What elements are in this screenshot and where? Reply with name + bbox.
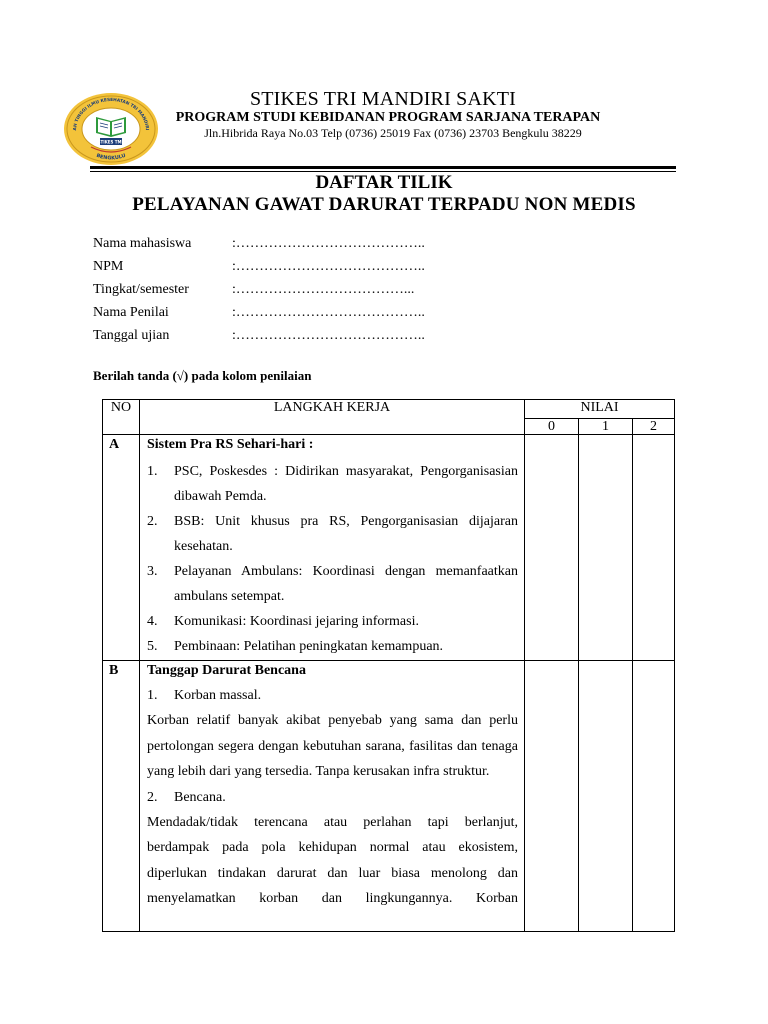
step-text: Korban massal.: [174, 688, 262, 703]
header-divider-thick: [90, 166, 676, 169]
step-number: 1.: [147, 688, 158, 703]
step-text: Pembinaan: Pelatihan peningkatan kemampuan.: [174, 639, 444, 654]
field-value: :…………………………………..: [232, 259, 425, 274]
section-content: [140, 661, 525, 932]
list-item: [147, 785, 518, 810]
program-name: PROGRAM STUDI KEBIDANAN PROGRAM SARJANA TERAPAN: [175, 110, 601, 125]
checklist-table: [102, 399, 675, 932]
list-item: [147, 559, 518, 609]
section-content: [140, 435, 525, 661]
field-label: Nama Penilai: [93, 305, 169, 320]
col-header-nilai: NILAI: [525, 400, 675, 419]
section-letter: B: [103, 661, 140, 932]
score-cell-0[interactable]: [525, 435, 579, 661]
instruction-text: Berilah tanda (√) pada kolom penilaian: [93, 368, 312, 383]
field-value: :…………………………………..: [232, 328, 425, 343]
step-text: PSC, Poskesdes : Didirikan masyarakat, Pengorganisasian dibawah Pemda.: [174, 464, 518, 504]
paragraph-korban-massal: Korban relatif banyak akibat penyebab yang sama dan perlu pertolongan segera dengan kebutuhan sarana, fasilitas dan tenaga yang lebih dari yang tersedia. Tanpa kerusakan infra struktur.: [147, 713, 518, 779]
score-cell-1[interactable]: [579, 661, 633, 932]
field-value: :………………………………...: [232, 282, 415, 297]
step-text: Pelayanan Ambulans: Koordinasi dengan memanfaatkan ambulans setempat.: [174, 564, 518, 604]
stikes-tri-mandiri-sakti-logo-icon: [62, 91, 160, 167]
svg-text:BENGKULU: BENGKULU: [95, 152, 127, 162]
step-number: 4.: [147, 614, 158, 629]
table-row-section-a: [103, 435, 675, 661]
step-text: Bencana.: [174, 789, 226, 805]
step-number: 2.: [147, 789, 158, 805]
institution-address: Jln.Hibrida Raya No.03 Telp (0736) 25019 Fax (0736) 23703 Bengkulu 38229: [204, 126, 582, 140]
list-item: [147, 634, 518, 659]
table-row-section-b: [103, 661, 675, 932]
institution-name: STIKES TRI MANDIRI SAKTI: [249, 88, 517, 110]
step-number: 3.: [147, 564, 158, 579]
score-2-header: 2: [633, 419, 675, 435]
step-number: 1.: [147, 464, 158, 479]
field-value: :…………………………………..: [232, 305, 425, 320]
col-header-langkah-kerja: LANGKAH KERJA: [140, 400, 525, 435]
section-letter: A: [103, 435, 140, 661]
score-cell-0[interactable]: [525, 661, 579, 932]
field-label: Nama mahasiswa: [93, 236, 192, 251]
score-1-header: 1: [579, 419, 633, 435]
score-cell-2[interactable]: [633, 435, 675, 661]
step-text: BSB: Unit khusus pra RS, Pengorganisasian dijajaran kesehatan.: [174, 514, 518, 554]
field-label: Tingkat/semester: [93, 282, 189, 297]
section-title: Tanggap Darurat Bencana: [147, 663, 306, 678]
section-title: Sistem Pra RS Sehari-hari :: [147, 437, 314, 452]
paragraph-bencana: Mendadak/tidak terencana atau perlahan tapi berlanjut, berdampak pada pola kehidupan normal atau ekosistem, diperlukan tindakan darurat dan luar biasa menolong dan menyelamatkan korban dan lingkungannya. Korban: [147, 814, 518, 906]
institution-logo: [62, 91, 160, 167]
list-item: [147, 509, 518, 559]
list-item: [147, 683, 518, 708]
step-number: 2.: [147, 514, 158, 529]
table-header-row: [103, 400, 675, 419]
field-label: NPM: [93, 259, 124, 274]
score-0-header: 0: [525, 419, 579, 435]
list-item: [147, 609, 518, 634]
document-subtitle: PELAYANAN GAWAT DARURAT TERPADU NON MEDIS: [132, 194, 636, 215]
field-label: Tanggal ujian: [93, 328, 170, 343]
step-number: 5.: [147, 639, 158, 654]
score-cell-1[interactable]: [579, 435, 633, 661]
svg-text:SEKOLAH TINGGI ILMU KESEHATAN: AH TINGGI ILMU KESEHATAN TRI MANDIRI: [72, 97, 150, 131]
col-header-no: NO: [103, 400, 140, 435]
step-text: Komunikasi: Koordinasi jejaring informasi.: [174, 614, 419, 629]
field-value: :…………………………………..: [232, 236, 425, 251]
svg-text:STIKES TMS: STIKES TMS: [97, 139, 125, 145]
list-item: [147, 459, 518, 509]
score-cell-2[interactable]: [633, 661, 675, 932]
document-title: DAFTAR TILIK: [315, 172, 453, 193]
